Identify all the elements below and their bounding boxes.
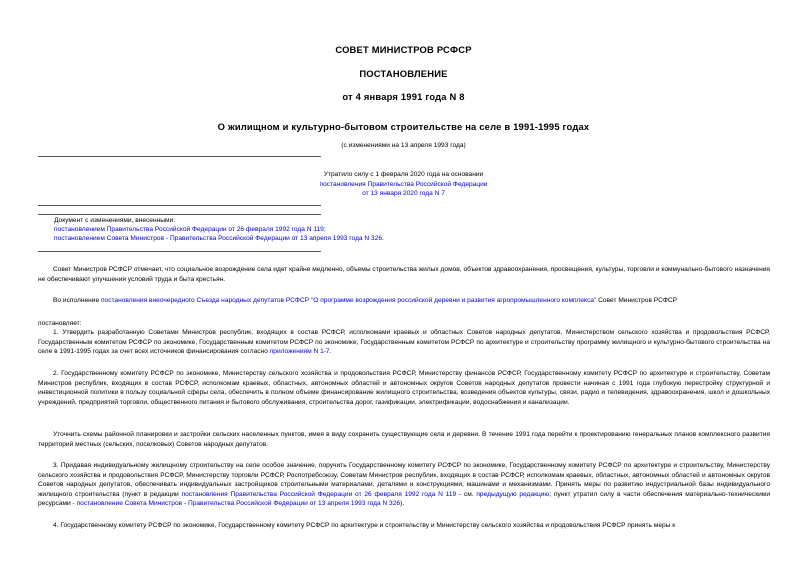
validity-text: Утратило силу с 1 февраля 2020 года на основании: [323, 171, 484, 178]
decree-1992-link[interactable]: постановления Правительства Российской Федерации от 26 февраля 1992 года N 119: [181, 490, 457, 498]
paragraph-2b: Уточнить схемы районной планировки и застройки сельских населенных пунктов, имея в виду сохранить существующие села и деревни. В течение 1991 года перейти к проектированию генеральных планов комплексного развития территорий местных (сельских, поселковых) Советов народных депутатов.: [38, 431, 770, 448]
paragraph-1: [38, 328, 770, 357]
divider: [38, 214, 321, 215]
changes-intro: Документ с изменениями, внесенными:: [54, 217, 176, 224]
decrees-word: постановляет:: [38, 320, 82, 327]
authority-heading: СОВЕТ МИНИСТРОВ РСФСР: [335, 44, 472, 55]
validity-link-decree[interactable]: постановления Правительства Российской Федерации: [319, 180, 488, 188]
divider: [38, 205, 321, 206]
amendments-note: (с изменениями на 13 апреля 1993 года): [341, 142, 466, 149]
congress-resolution-link[interactable]: постановления внеочередного Съезда народных депутатов РСФСР "О программе возрождения российской деревни и развития агропромышленного комплекса": [100, 297, 597, 304]
paragraph-1-text: 1. Утвердить разработанную Советами Министров республик, входящих в состав РСФСР, исполкомами краевых и областных Советов народных депутатов, Министерством сельского хозяйства и продовольствия РСФСР, Государственным комитетом РСФСР по экономике, Государственным комитетом РСФСР по экономике, Государственным комитетом РСФСР по архитектуре и строительству программу жилищного и культурно-бытового строительства на селе в 1991-1995 годах за счет всех источников финансирования согласно: [38, 329, 770, 356]
divider: [38, 156, 321, 157]
paragraph-3-mid1: - см.: [456, 490, 477, 498]
appendices-link[interactable]: приложениям N 1-7: [269, 348, 330, 356]
validity-link-date[interactable]: от 13 января 2020 года N 7: [362, 190, 445, 197]
paragraph-3: [38, 461, 770, 509]
paragraph-3-mid2: ; пункт утратил силу в части обеспечения материально-техническими ресурсами -: [38, 490, 771, 508]
paragraph-1-end: .: [329, 348, 332, 356]
paragraph-3-text: 3. Придавая индивидуальному жилищному строительству на селе особое значение, поручить Государственному комитету РСФСР по экономике, Государственному комитету РСФСР по архитектуре и строительству, Министерству сельского хозяйства и продовольствия РСФСР, Министерству торговли РСФСР, Роспотребсоюзу, Советам Министров республик, входящих в состав РСФСР, исполкомам краевых, областных, автономных областей и автономных округов Советов народных депутатов, обеспечивать индивидуальных застройщиков строительными материалами, деталями и конструкциями, машинами и механизмами. Принять меры по развитию индустриальной базы индивидуального жилищного строительства (пункт в редакции: [38, 462, 770, 498]
previous-edition-link[interactable]: предыдущую редакцию: [476, 490, 550, 498]
execution-prefix: Во исполнение: [53, 297, 101, 304]
paragraph-2: 2. Государственному комитету РСФСР по экономике, Министерству сельского хозяйства и продовольствия РСФСР, Министерству финансов РСФСР, Государственному комитету РСФСР по архитектуре и строительству, Советам Министров республик, входящих в состав РСФСР, исполкомам краевых, областных, автономных областей и автономных округов Советов народных депутатов провести начиная с 1991 года глубокую перестройку структурной и инвестиционной политики в пользу социальной сферы села, обеспечить в полном объеме финансирование жилищного строительства, возведения объектов культуры, связи, радио и телевидения, здравоохранения, школ и дошкольных учреждений, предприятий торговли, общественного питания и бытового обслуживания, строительства дорог, газификации, электрификации, водоснабжения и канализации.: [38, 370, 770, 406]
changes-link-1993[interactable]: постановлением Совета Министров - Правительства Российской Федерации от 13 апреля 1993 года N 326.: [54, 235, 384, 242]
paragraph-3-end: ).: [400, 500, 405, 508]
validity-note: [0, 170, 807, 199]
divider: [38, 251, 321, 252]
changes-block: [54, 216, 384, 243]
decree-1993-link[interactable]: постановление Совета Министров - Правительства Российской Федерации от 13 апреля 1993 года N 326: [76, 500, 401, 508]
date-number-heading: от 4 января 1991 года N 8: [342, 91, 465, 102]
changes-link-1992[interactable]: постановлением Правительства Российской Федерации от 26 февраля 1992 года N 119;: [54, 226, 326, 233]
paragraph-execution: [38, 296, 770, 306]
paragraph-4: 4. Государственному комитету РСФСР по экономике, Государственному комитету РСФСР по архитектуре и строительству и Министерству сельского хозяйства и продовольствия РСФСР принять меры к: [53, 522, 676, 529]
execution-suffix: Совет Министров РСФСР: [596, 297, 678, 304]
doc-type-heading: ПОСТАНОВЛЕНИЕ: [359, 68, 448, 79]
document-title: О жилищном и культурно-бытовом строительстве на селе в 1991-1995 годах: [217, 121, 590, 132]
paragraph-intro: Совет Министров РСФСР отмечает, что социальное возрождение села идет крайне медленно, объемы строительства жилых домов, объектов здравоохранения, просвещения, культуры, торговли и коммунально-бытового назначения не обеспечивают улучшения условий труда и быта крестьян.: [38, 266, 770, 283]
